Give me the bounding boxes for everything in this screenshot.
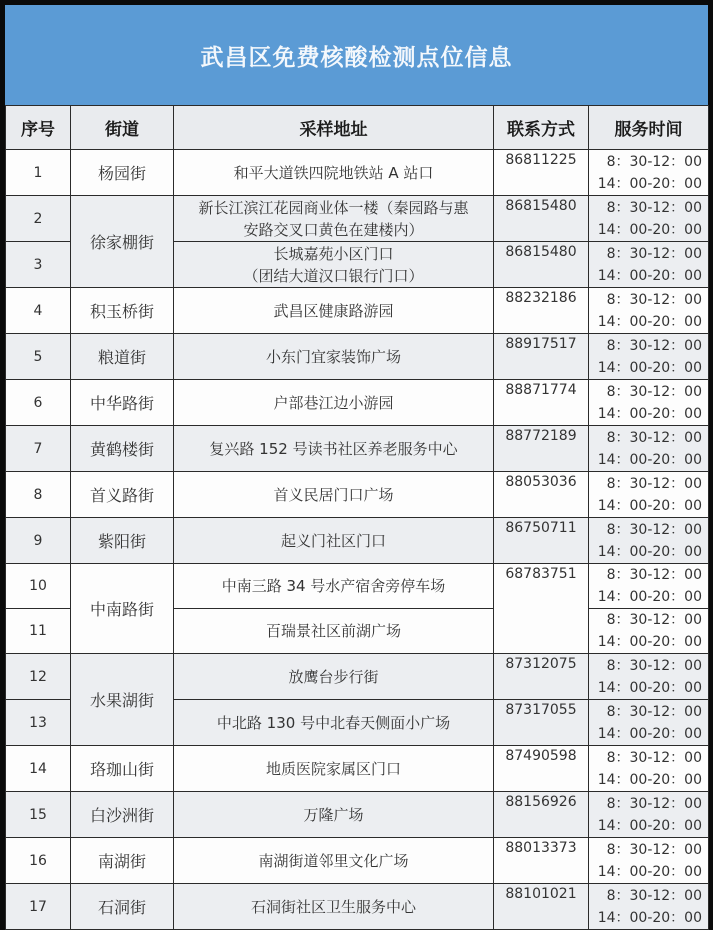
hours-morning: 8：30-12：00 xyxy=(606,657,702,674)
row-number: 1 xyxy=(6,150,71,196)
hours-afternoon: 14：00-20：00 xyxy=(597,909,702,926)
address-line: （团结大道汉口银行门口） xyxy=(243,266,424,285)
service-hours xyxy=(589,426,709,472)
contact-phone: 87312075 xyxy=(494,654,589,700)
contact-phone: 88917517 xyxy=(494,334,589,380)
hours-morning: 8：30-12：00 xyxy=(606,749,702,766)
hours-morning: 8：30-12：00 xyxy=(606,153,702,170)
table-row xyxy=(6,654,709,700)
row-number: 16 xyxy=(6,838,71,884)
service-hours xyxy=(589,654,709,700)
table-row xyxy=(6,838,709,884)
row-number: 5 xyxy=(6,334,71,380)
street-name: 徐家棚街 xyxy=(71,196,174,288)
address-line: 长城嘉苑小区门口 xyxy=(273,244,394,263)
hours-afternoon: 14：00-20：00 xyxy=(597,771,702,788)
street-name: 首义路街 xyxy=(71,472,174,518)
contact-phone: 88101021 xyxy=(494,884,589,930)
table-row xyxy=(6,334,709,380)
street-name: 石洞街 xyxy=(71,884,174,930)
row-number: 14 xyxy=(6,746,71,792)
hours-afternoon: 14：00-20：00 xyxy=(597,221,702,238)
table-row xyxy=(6,426,709,472)
testing-sites-table xyxy=(5,105,709,930)
row-number: 3 xyxy=(6,242,71,288)
table-row xyxy=(6,150,709,196)
service-hours xyxy=(589,700,709,746)
contact-phone: 87317055 xyxy=(494,700,589,746)
street-name: 珞珈山街 xyxy=(71,746,174,792)
contact-phone: 86750711 xyxy=(494,518,589,564)
page-title: 武昌区免费核酸检测点位信息 xyxy=(5,5,708,105)
hours-morning: 8：30-12：00 xyxy=(606,291,702,308)
service-hours xyxy=(589,196,709,242)
row-number: 6 xyxy=(6,380,71,426)
contact-phone: 68783751 xyxy=(494,564,589,654)
table-row xyxy=(6,288,709,334)
row-number: 12 xyxy=(6,654,71,700)
service-hours xyxy=(589,564,709,609)
hours-afternoon: 14：00-20：00 xyxy=(597,313,702,330)
service-hours xyxy=(589,472,709,518)
table-row xyxy=(6,196,709,242)
sampling-address: 小东门宜家装饰广场 xyxy=(174,334,494,380)
contact-phone: 88772189 xyxy=(494,426,589,472)
col-header-street: 街道 xyxy=(71,106,174,150)
service-hours xyxy=(589,838,709,884)
col-header-no: 序号 xyxy=(6,106,71,150)
sampling-address: 中北路 130 号中北春天侧面小广场 xyxy=(174,700,494,746)
col-header-address: 采样地址 xyxy=(174,106,494,150)
row-number: 7 xyxy=(6,426,71,472)
contact-phone: 88871774 xyxy=(494,380,589,426)
service-hours xyxy=(589,609,709,654)
street-name: 水果湖街 xyxy=(71,654,174,746)
sampling-address: 百瑞景社区前湖广场 xyxy=(174,609,494,654)
service-hours xyxy=(589,380,709,426)
address-line: 安路交叉口黄色在建楼内） xyxy=(243,220,424,239)
sampling-address: 和平大道铁四院地铁站 A 站口 xyxy=(174,150,494,196)
service-hours xyxy=(589,792,709,838)
row-number: 17 xyxy=(6,884,71,930)
street-name: 紫阳街 xyxy=(71,518,174,564)
contact-phone: 88156926 xyxy=(494,792,589,838)
row-number: 9 xyxy=(6,518,71,564)
hours-morning: 8：30-12：00 xyxy=(606,887,702,904)
hours-afternoon: 14：00-20：00 xyxy=(597,405,702,422)
hours-morning: 8：30-12：00 xyxy=(606,337,702,354)
row-number: 2 xyxy=(6,196,71,242)
sampling-address xyxy=(174,242,494,288)
sampling-address: 起义门社区门口 xyxy=(174,518,494,564)
table-row xyxy=(6,380,709,426)
street-name: 积玉桥街 xyxy=(71,288,174,334)
hours-afternoon: 14：00-20：00 xyxy=(597,497,702,514)
street-name: 白沙洲街 xyxy=(71,792,174,838)
row-number: 13 xyxy=(6,700,71,746)
row-number: 8 xyxy=(6,472,71,518)
sampling-address: 地质医院家属区门口 xyxy=(174,746,494,792)
row-number: 15 xyxy=(6,792,71,838)
hours-afternoon: 14：00-20：00 xyxy=(597,634,702,650)
service-hours xyxy=(589,288,709,334)
sampling-address: 中南三路 34 号水产宿舍旁停车场 xyxy=(174,564,494,609)
row-number: 10 xyxy=(6,564,71,609)
hours-afternoon: 14：00-20：00 xyxy=(597,863,702,880)
street-name: 杨园街 xyxy=(71,150,174,196)
street-name: 粮道街 xyxy=(71,334,174,380)
contact-phone: 86815480 xyxy=(494,242,589,288)
street-name: 南湖街 xyxy=(71,838,174,884)
hours-morning: 8：30-12：00 xyxy=(606,612,702,628)
sampling-address: 武昌区健康路游园 xyxy=(174,288,494,334)
hours-morning: 8：30-12：00 xyxy=(606,567,702,583)
hours-morning: 8：30-12：00 xyxy=(606,703,702,720)
hours-afternoon: 14：00-20：00 xyxy=(597,817,702,834)
table-row xyxy=(6,518,709,564)
sampling-address: 万隆广场 xyxy=(174,792,494,838)
table-row xyxy=(6,746,709,792)
contact-phone: 86815480 xyxy=(494,196,589,242)
sampling-address: 户部巷江边小游园 xyxy=(174,380,494,426)
table-row xyxy=(6,564,709,609)
sampling-address xyxy=(174,196,494,242)
hours-afternoon: 14：00-20：00 xyxy=(597,175,702,192)
hours-morning: 8：30-12：00 xyxy=(606,475,702,492)
document-frame xyxy=(5,5,708,926)
sampling-address: 南湖街道邻里文化广场 xyxy=(174,838,494,884)
hours-morning: 8：30-12：00 xyxy=(606,429,702,446)
hours-afternoon: 14：00-20：00 xyxy=(597,267,702,284)
contact-phone: 86811225 xyxy=(494,150,589,196)
service-hours xyxy=(589,150,709,196)
contact-phone: 88013373 xyxy=(494,838,589,884)
service-hours xyxy=(589,746,709,792)
table-row xyxy=(6,884,709,930)
contact-phone: 87490598 xyxy=(494,746,589,792)
table-row xyxy=(6,472,709,518)
hours-morning: 8：30-12：00 xyxy=(606,199,702,216)
row-number: 11 xyxy=(6,609,71,654)
hours-morning: 8：30-12：00 xyxy=(606,795,702,812)
row-number: 4 xyxy=(6,288,71,334)
table-header xyxy=(6,106,709,150)
hours-afternoon: 14：00-20：00 xyxy=(597,679,702,696)
table-row xyxy=(6,792,709,838)
hours-morning: 8：30-12：00 xyxy=(606,841,702,858)
contact-phone: 88053036 xyxy=(494,472,589,518)
col-header-phone: 联系方式 xyxy=(494,106,589,150)
sampling-address: 石洞街社区卫生服务中心 xyxy=(174,884,494,930)
street-name: 黄鹤楼街 xyxy=(71,426,174,472)
col-header-hours: 服务时间 xyxy=(589,106,709,150)
contact-phone: 88232186 xyxy=(494,288,589,334)
sampling-address: 放鹰台步行街 xyxy=(174,654,494,700)
street-name: 中南路街 xyxy=(71,564,174,654)
street-name: 中华路街 xyxy=(71,380,174,426)
hours-morning: 8：30-12：00 xyxy=(606,521,702,538)
hours-afternoon: 14：00-20：00 xyxy=(597,543,702,560)
service-hours xyxy=(589,334,709,380)
sampling-address: 首义民居门口广场 xyxy=(174,472,494,518)
sampling-address: 复兴路 152 号读书社区养老服务中心 xyxy=(174,426,494,472)
hours-afternoon: 14：00-20：00 xyxy=(597,359,702,376)
hours-morning: 8：30-12：00 xyxy=(606,383,702,400)
service-hours xyxy=(589,884,709,930)
service-hours xyxy=(589,242,709,288)
hours-afternoon: 14：00-20：00 xyxy=(597,451,702,468)
service-hours xyxy=(589,518,709,564)
hours-afternoon: 14：00-20：00 xyxy=(597,725,702,742)
address-line: 新长江滨江花园商业体一楼（秦园路与惠 xyxy=(198,198,469,217)
hours-morning: 8：30-12：00 xyxy=(606,245,702,262)
hours-afternoon: 14：00-20：00 xyxy=(597,589,702,605)
